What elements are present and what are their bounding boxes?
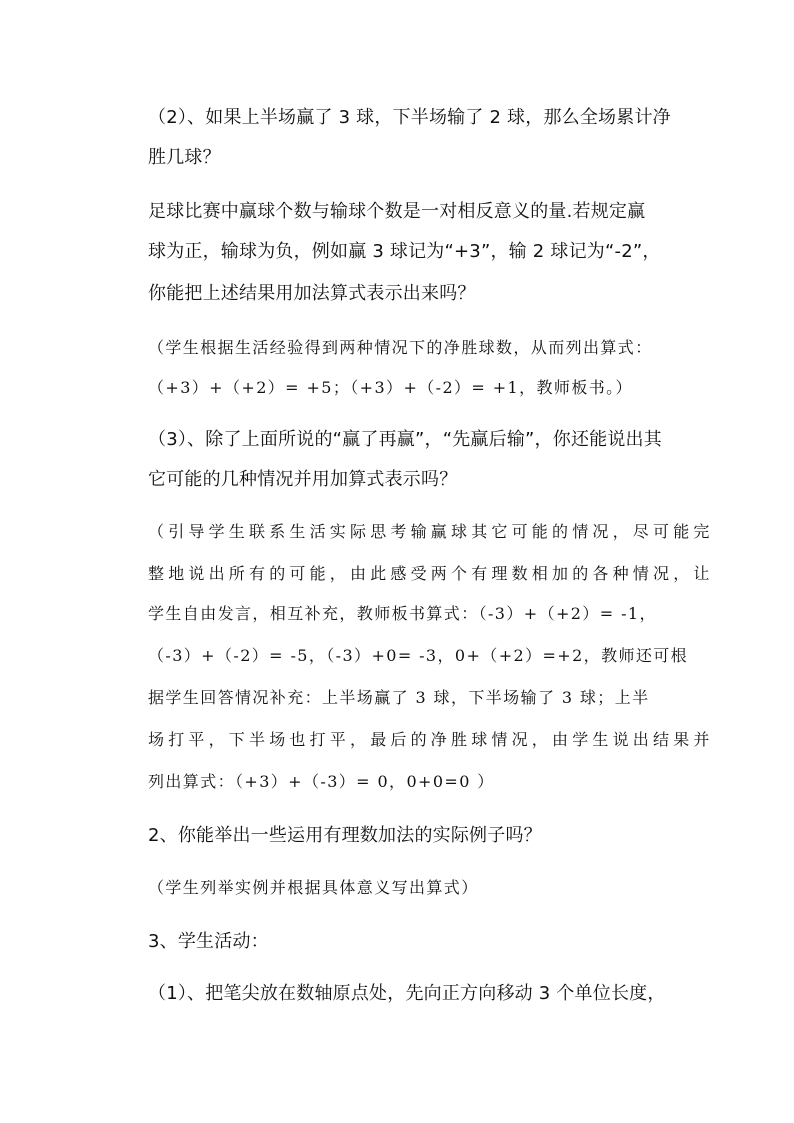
paragraph-line: 你能把上述结果用加法算式表示出来吗？ (148, 283, 476, 304)
teaching-note-line: 整地说出所有的可能，由此感受两个有理数相加的各种情况，让 (148, 564, 714, 583)
paragraph-line: （1）、把笔尖放在数轴原点处，先向正方向移动 3 个单位长度， (148, 983, 666, 1004)
teaching-note-line: （-3）+（-2）= -5，（-3）+0= -3，0+（+2）=+2，教师还可根 (148, 646, 689, 665)
paragraph-line: （2）、如果上半场赢了 3 球，下半场输了 2 球，那么全场累计净 (148, 107, 671, 128)
teaching-note-line: 列出算式：（+3）+（-3）= 0，0+0=0 ） (148, 772, 495, 791)
teaching-note-line: 据学生回答情况补充：上半场赢了 3 球，下半场输了 3 球；上半 (148, 688, 650, 707)
teaching-note-line: 学生自由发言，相互补充，教师板书算式：（-3）+（+2）= -1， (148, 604, 657, 623)
paragraph-line: 它可能的几种情况并用加算式表示吗？ (148, 469, 458, 490)
paragraph-line: 胜几球？ (148, 147, 221, 168)
teaching-note-line: （+3）+（+2）= +5；（+3）+（-2）= +1，教师板书。） (148, 378, 633, 397)
question-line: 2、你能举出一些运用有理数加法的实际例子吗？ (148, 825, 542, 846)
teaching-note-line: 场打平，下半场也打平，最后的净胜球情况，由学生说出结果并 (148, 730, 714, 749)
teaching-note-line: （引导学生联系生活实际思考输赢球其它可能的情况，尽可能完 (148, 522, 714, 541)
paragraph-line: 球为正，输球为负，例如赢 3 球记为“+3”，输 2 球记为“-2”， (148, 241, 661, 262)
paragraph-line: 足球比赛中赢球个数与输球个数是一对相反意义的量.若规定赢 (148, 201, 646, 222)
section-heading: 3、学生活动： (148, 931, 269, 952)
teaching-note-line: （学生根据生活经验得到两种情况下的净胜球数，从而列出算式： (148, 338, 653, 357)
teaching-note-line: （学生列举实例并根据具体意义写出算式） (148, 878, 479, 897)
paragraph-line: （3）、除了上面所说的“赢了再赢”，“先赢后输”，你还能说出其 (148, 429, 662, 450)
